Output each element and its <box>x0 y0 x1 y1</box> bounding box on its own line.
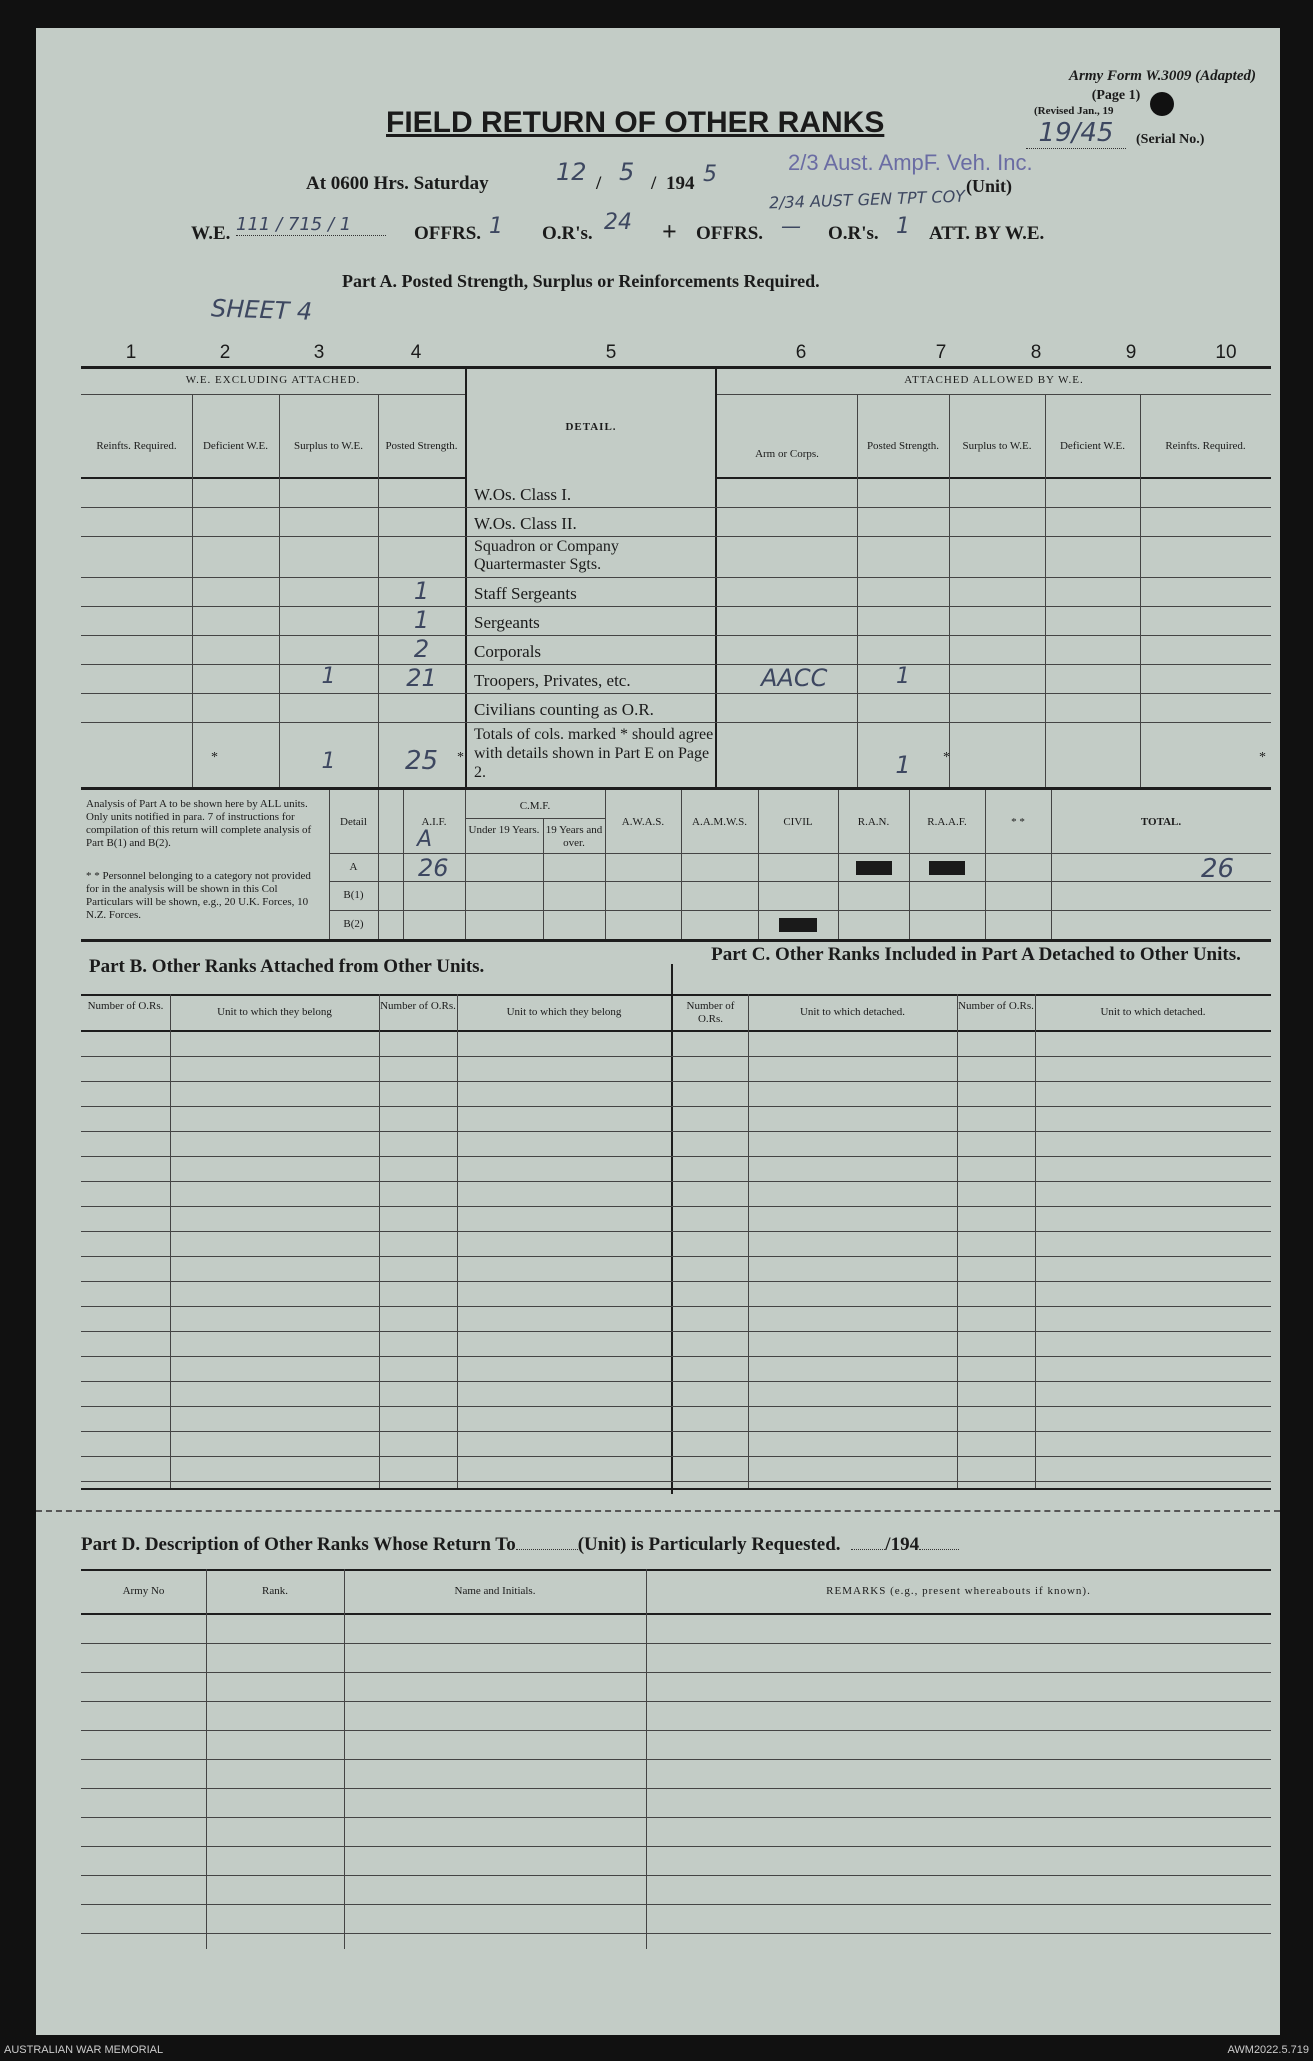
table-row-rule <box>81 1231 1271 1232</box>
posted-strength-header: Posted Strength. <box>385 440 458 452</box>
detail-wos-class-2: W.Os. Class II. <box>474 514 577 533</box>
att-posted-strength-header: Posted Strength. <box>866 440 940 452</box>
reinfts-required-header: Reinfts. Required. <box>96 440 177 452</box>
part-a-table <box>81 366 1271 790</box>
analysis-row-a: A <box>349 861 358 873</box>
aif-marker: A <box>417 827 433 852</box>
offrs-value: 1 <box>489 214 503 239</box>
part-d-table <box>81 1569 1271 1949</box>
name-initials-header: Name and Initials. <box>454 1585 536 1597</box>
blacked-out-raaf <box>929 861 965 875</box>
rank-header: Rank. <box>262 1585 288 1597</box>
civil-header: CIVIL <box>783 816 813 828</box>
remarks-header: REMARKS (e.g., present whereabouts if known). <box>826 1585 1091 1597</box>
table-row-rule <box>81 1759 1271 1760</box>
analysis-row-b2: B(2) <box>343 918 364 930</box>
footer-left: AUSTRALIAN WAR MEMORIAL <box>4 2044 164 2056</box>
detail-header: DETAIL. <box>565 421 617 433</box>
table-row-rule <box>81 1431 1271 1432</box>
table-row-rule <box>81 1156 1271 1157</box>
part-b-unit-header-2: Unit to which they belong <box>506 1006 622 1018</box>
star-marker: * <box>943 750 950 765</box>
page-footer <box>0 2040 1313 2061</box>
part-c-num-header-2: Number of O.Rs. <box>958 1000 1034 1012</box>
detail-wos-class-1: W.Os. Class I. <box>474 485 572 504</box>
aamws-header: A.A.M.W.S. <box>692 816 747 828</box>
total-header: TOTAL. <box>1140 816 1182 828</box>
army-form-number: Army Form W.3009 (Adapted) <box>1069 68 1256 84</box>
table-row-rule <box>81 1730 1271 1731</box>
table-row-rule <box>81 1456 1271 1457</box>
awas-header: A.W.A.S. <box>621 816 665 828</box>
form-sheet: Army Form W.3009 (Adapted) (Page 1) (Revised Jan., 19 19/45 (Serial No.) FIELD RETURN OF OTHER RANKS At 0600 Hrs. Saturday 12 / 5 / 194 5 2/3 Aust. AmpF. Veh. Inc. (Unit) 2/34 AUST GEN TPT COY W.E. 111 / 715 / 1 OFFRS. 1 O.R's. 24 + OFFRS. — O.R's. 1 ATT. BY W.E. Part A. Posted Strength, Surplus or Reinforcements Required. SHEET 4 1 2 3 4 5 6 7 8 9 10 W.E. EXCLUDING ATTACHED. ATTACHED ALLOWED BY W.E. DETAIL. Reinfts. Required. Deficient W.E. Surplus to W.E. Posted Strength. Arm or Corps. Posted Strength. Surplus to W.E. Deficient W.E. Reinfts. Required. W.Os. Class I. W.Os. Class II. Squadron or Company Quartermaster Sgts. Staff Sergeants Sergeants Corporals Troopers, Privates, etc. Civilians counting as O.R. Totals of cols. marked * should agree with details shown in Part E on Page 2. 1 1 2 1 21 AACC 1 1 25 1 * * * * Analysis of Part A to be shown here by ALL units. Only units notified in para. 7 of instructions for compilation of this return will complete analysis of Part B(1) and B(2). * * Personnel belonging to a category not provided for in the analysis will be shown in this Col Particulars will be shown, e.g., 20 U.K. Forces, 10 N.Z. Forces. Detail A.I.F. C.M.F. Under 19 Years. 19 Years and over. A.W.A.S. A.A.M.W.S. CIVIL R.A.N. R.A.A.F. * * TOTAL. A B(1) B(2) A 26 26 Part B. Other Ranks Attached from Other Units. Part C. Other Ranks Included in Part A Detached to Other Units. Number of O.Rs. Unit to which they belong Number of O.Rs. Unit to which they belong Number of O.Rs. Unit to which detached. Number of O.Rs. Unit to which detached. Part D. Description of Other Ranks Whose Return To (Unit) is Particularly Requested. /194 Army No Rank. Name and Initials. REMARKS (e.g., present whereabouts if known). <box>36 28 1280 2035</box>
detail-corporals: Corporals <box>474 642 542 661</box>
part-c-unit-header-2: Unit to which detached. <box>1100 1006 1206 1018</box>
ors2-value: 1 <box>896 214 910 239</box>
serial-number-label: (Serial No.) <box>1136 132 1205 147</box>
part-c-unit-header: Unit to which detached. <box>799 1006 906 1018</box>
detail-civilians: Civilians counting as O.R. <box>474 700 654 719</box>
offrs-label: OFFRS. <box>414 223 482 244</box>
part-d-date: /194 <box>885 1534 920 1555</box>
offrs2-label: OFFRS. <box>696 223 764 244</box>
blacked-out-ran <box>856 861 892 875</box>
surplus-total: 1 <box>321 749 336 774</box>
analysis-note: Analysis of Part A to be shown here by ALL units. Only units notified in para. 7 of instructions for compilation of this return will complete analysis of Part B(1) and B(2). <box>86 798 312 849</box>
part-a-title: Part A. Posted Strength, Surplus or Reinforcements Required. <box>342 271 820 291</box>
unit-stamp: 2/3 Aust. AmpF. Veh. Inc. <box>788 150 1033 175</box>
cmf-over-19-header: 19 Years and over. <box>545 824 603 849</box>
table-row-rule <box>81 1181 1271 1182</box>
offrs2-value: — <box>781 214 801 238</box>
ors2-label: O.R's. <box>828 223 879 244</box>
posted-corporals: 2 <box>413 635 430 663</box>
part-b-c-table <box>81 964 1271 1494</box>
we-label: W.E. <box>191 223 231 244</box>
part-d-unit-requested: (Unit) is Particularly Requested. <box>577 1534 841 1555</box>
table-row-rule <box>81 1846 1271 1847</box>
year-prefix: 194 <box>666 173 695 194</box>
att-by-we-label: ATT. BY W.E. <box>929 223 1045 244</box>
table-row-rule <box>81 1933 1271 1934</box>
date-month: 5 <box>619 158 635 186</box>
table-row-rule <box>81 1381 1271 1382</box>
table-row-rule <box>81 1056 1271 1057</box>
table-row-rule <box>81 1406 1271 1407</box>
surplus-we-header: Surplus to W.E. <box>293 440 364 452</box>
revised-date: (Revised Jan., 19 <box>1034 105 1114 117</box>
analysis-table <box>81 790 1271 942</box>
blacked-out-civil <box>779 918 817 932</box>
analysis-detail-header: Detail <box>340 816 367 828</box>
aif-header: A.I.F. <box>421 816 447 828</box>
table-row-rule <box>81 1306 1271 1307</box>
att-deficient-header: Deficient W.E. <box>1059 440 1126 452</box>
we-value: 111 / 715 / 1 <box>236 214 386 236</box>
table-row-rule <box>81 1356 1271 1357</box>
table-row-rule <box>81 1904 1271 1905</box>
ors-value: 24 <box>604 210 632 235</box>
detail-qm-sgts: Squadron or Company Quartermaster Sgts. <box>474 538 619 573</box>
ors-label: O.R's. <box>542 223 593 244</box>
att-reinfts-header: Reinfts. Required. <box>1165 440 1246 452</box>
detail-totals: Totals of cols. marked * should agree with details shown in Part E on Page 2. <box>474 726 714 781</box>
other-forces-header: * * <box>1011 816 1025 828</box>
part-c-num-header: Number of O.Rs. <box>686 1000 735 1025</box>
part-b-title: Part B. Other Ranks Attached from Other Units. <box>89 956 485 977</box>
analysis-row-b1: B(1) <box>343 889 364 901</box>
unit-label: (Unit) <box>966 176 1012 196</box>
detail-sergeants: Sergeants <box>474 613 540 632</box>
table-row-rule <box>81 1281 1271 1282</box>
punch-hole <box>1150 92 1174 116</box>
table-row-rule <box>81 1672 1271 1673</box>
table-row-rule <box>81 1817 1271 1818</box>
table-row-rule <box>81 1256 1271 1257</box>
date-day: 12 <box>556 158 587 186</box>
table-row-rule <box>81 1131 1271 1132</box>
star-marker: * <box>211 750 218 765</box>
part-b-num-header: Number of O.Rs. <box>87 1000 164 1012</box>
table-row-rule <box>81 1331 1271 1332</box>
form-title: FIELD RETURN OF OTHER RANKS <box>386 106 885 139</box>
unit-handwritten: 2/34 AUST GEN TPT COY <box>768 186 966 213</box>
part-c-title: Part C. Other Ranks Included in Part A Detached to Other Units. <box>711 944 1241 965</box>
we-excluding-attached-header: W.E. EXCLUDING ATTACHED. <box>185 374 361 386</box>
cmf-header: C.M.F. <box>519 800 551 812</box>
raaf-header: R.A.A.F. <box>927 816 967 828</box>
star-marker: * <box>1259 750 1266 765</box>
deficient-we-header: Deficient W.E. <box>202 440 269 452</box>
table-row-rule <box>81 1106 1271 1107</box>
att-surplus-header: Surplus to W.E. <box>962 440 1032 452</box>
ran-header: R.A.N. <box>857 816 890 828</box>
tear-line <box>36 1510 1280 1512</box>
plus-sign: + <box>662 217 677 246</box>
posted-staff-sergeants: 1 <box>413 577 430 605</box>
table-row-rule <box>81 1481 1271 1482</box>
aif-a-value: 26 <box>418 854 449 882</box>
analysis-other-note: * * Personnel belonging to a category not provided for in the analysis will be shown in this Col Particulars will be shown, e.g., 20 U.K. Forces, 10 N.Z. Forces. <box>86 870 311 921</box>
table-row-rule <box>81 1701 1271 1702</box>
page-indicator: (Page 1) <box>1091 88 1141 103</box>
at-hours-label: At 0600 Hrs. Saturday <box>306 173 489 194</box>
part-b-unit-header: Unit to which they belong <box>217 1006 332 1018</box>
year-digit: 5 <box>703 162 717 187</box>
arm-corps-header: Arm or Corps. <box>755 448 819 460</box>
detail-staff-sergeants: Staff Sergeants <box>474 584 577 603</box>
part-d-heading <box>81 1534 1276 1556</box>
table-row-rule <box>81 1081 1271 1082</box>
part-b-num-header-2: Number of O.Rs. <box>380 1000 456 1012</box>
table-row-rule <box>81 1206 1271 1207</box>
table-row-rule <box>81 1875 1271 1876</box>
attached-allowed-header: ATTACHED ALLOWED BY W.E. <box>904 374 1084 386</box>
table-row-rule <box>81 1788 1271 1789</box>
footer-right: AWM2022.5.719 <box>1227 2044 1309 2056</box>
table-row-rule <box>81 1643 1271 1644</box>
army-no-header: Army No <box>122 1585 165 1597</box>
detail-troopers: Troopers, Privates, etc. <box>474 671 631 690</box>
cmf-under-19-header: Under 19 Years. <box>468 824 540 836</box>
posted-troopers: 21 <box>406 664 437 692</box>
star-marker: * <box>457 750 464 765</box>
part-d-title: Part D. Description of Other Ranks Whose Return To <box>81 1534 516 1555</box>
total-a-value: 26 <box>1201 854 1235 884</box>
posted-total: 25 <box>404 746 439 776</box>
sheet-note: SHEET 4 <box>210 294 313 326</box>
att-posted-troopers: 1 <box>896 664 910 689</box>
att-posted-total: 1 <box>895 751 911 779</box>
surplus-troopers: 1 <box>321 664 336 689</box>
arm-corps-troopers: AACC <box>761 664 828 692</box>
posted-sergeants: 1 <box>413 606 430 634</box>
serial-number-value: 19/45 <box>1026 118 1126 149</box>
